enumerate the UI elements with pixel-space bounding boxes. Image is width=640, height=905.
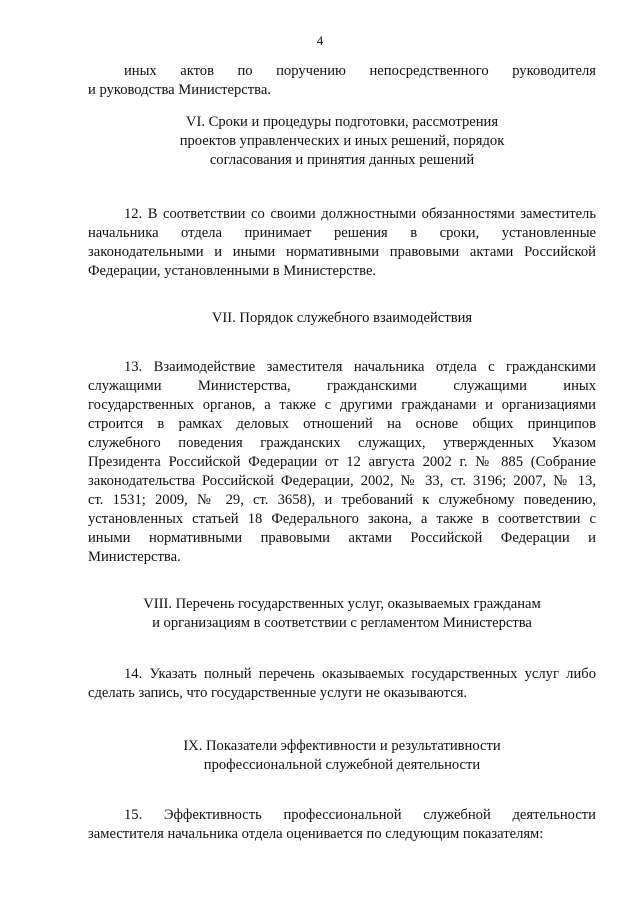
para-13-line-4: строится в рамках деловых отношений на основе общих принципов (88, 416, 596, 432)
section-8-heading (88, 595, 596, 633)
para-13-line-3: государственных органов, а также с другими гражданами и организациями (88, 397, 596, 413)
intro-paragraph (88, 62, 596, 100)
para-13-line-6: Президента Российской Федерации от 12 августа 2002 г. № 885 (Собрание (88, 454, 596, 470)
section-6-heading (88, 113, 596, 170)
section-8-title-line-1: VIII. Перечень государственных услуг, оказываемых гражданам (143, 596, 541, 612)
para-13-line-11: Министерства. (88, 549, 181, 565)
intro-line-1: иных актов по поручению непосредственного руководителя (124, 63, 596, 79)
para-15-line-2: заместителя начальника отдела оценивается по следующим показателям: (88, 826, 544, 842)
section-7-heading (88, 309, 596, 328)
section-9-title-line-2: профессиональной служебной деятельности (203, 757, 481, 773)
paragraph-12 (88, 205, 596, 281)
paragraph-13 (88, 358, 596, 567)
section-8-title-line-2: и организациям в соответствии с регламентом Министерства (152, 615, 532, 631)
section-6-title-line-3: согласования и принятия данных решений (209, 152, 475, 168)
para-14-line-1: 14. Указать полный перечень оказываемых государственных услуг либо (124, 666, 596, 682)
para-13-line-8: ст. 1531; 2009, № 29, ст. 3658), и требований к служебному поведению, (88, 492, 596, 508)
paragraph-15 (88, 806, 596, 844)
para-13-line-2: служащими Министерства, гражданскими служащими иных (88, 378, 596, 394)
section-9-title-line-1: IX. Показатели эффективности и результативности (183, 738, 501, 754)
section-9-heading (88, 737, 596, 775)
paragraph-14 (88, 665, 596, 703)
para-13-line-10: иными нормативными правовыми актами Российской Федерации и (88, 530, 596, 546)
para-13-line-7: законодательства Российской Федерации, 2002, № 33, ст. 3196; 2007, № 13, (88, 473, 596, 489)
para-14-line-2: сделать запись, что государственные услуги не оказываются. (88, 685, 468, 701)
para-12-line-1: 12. В соответствии со своими должностными обязанностями заместитель (124, 206, 596, 222)
para-13-line-9: установленных статьей 18 Федерального закона, а также в соответствии с (88, 511, 596, 527)
para-12-line-2: начальника отдела принимает решения в сроки, установленные (88, 225, 596, 241)
section-6-title-line-2: проектов управленческих и иных решений, порядок (179, 133, 505, 149)
intro-line-2: и руководства Министерства. (88, 82, 271, 98)
section-7-title: VII. Порядок служебного взаимодействия (211, 310, 473, 326)
para-12-line-3: законодательными и иными нормативными правовыми актами Российской (88, 244, 596, 260)
para-15-line-1: 15. Эффективность профессиональной служебной деятельности (124, 807, 596, 823)
para-13-line-1: 13. Взаимодействие заместителя начальника отдела с гражданскими (124, 359, 596, 375)
section-6-title-line-1: VI. Сроки и процедуры подготовки, рассмотрения (185, 114, 499, 130)
page-number: 4 (316, 33, 324, 48)
para-13-line-5: служебного поведения гражданских служащих, утвержденных Указом (88, 435, 596, 451)
para-12-line-4: Федерации, установленными в Министерстве. (88, 263, 377, 279)
